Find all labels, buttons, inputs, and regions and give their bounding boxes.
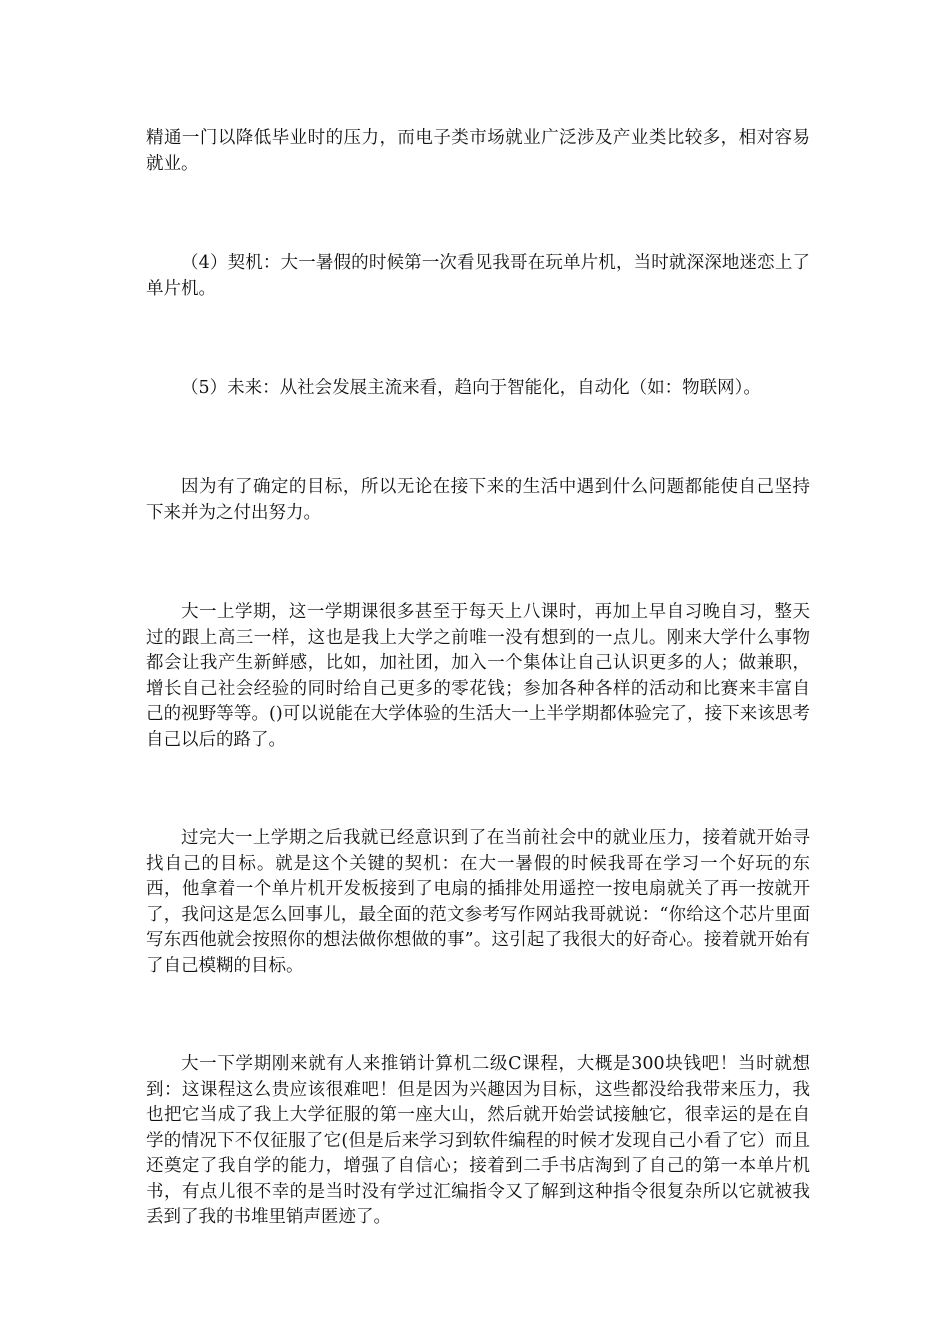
paragraph-item-4-opportunity: （4）契机：大一暑假的时候第一次看见我哥在玩单片机，当时就深深地迷恋上了单片机。 — [146, 253, 810, 299]
paragraph-item-5-future: （5）未来：从社会发展主流来看，趋向于智能化，自动化（如：物联网）。 — [181, 378, 761, 398]
paragraph-goal: 因为有了确定的目标，所以无论在接下来的生活中遇到什么问题都能使自己坚持下来并为之付出努力。 — [146, 477, 810, 523]
paragraph-second-semester: 大一下学期刚来就有人来推销计算机二级C课程，大概是300块钱吧！当时就想到：这课程这么贵应该很难吧！但是因为兴趣因为目标，这些都没给我带来压力，我也把它当成了我上大学征服的第一座大山，然后就开始尝试接触它，很幸运的是在自学的情况下不仅征服了它(但是后来学习到软件编程的时候才发现自己小看了它）而且还奠定了我自学的能力，增强了自信心；接着到二手书店淘到了自己的第一本单片机书，有点儿很不幸的是当时没有学过汇编指令又了解到这种指令很复杂所以它就被我丢到了我的书堆里销声匿迹了。 — [146, 1054, 810, 1227]
paragraph-continuation: 精通一门以降低毕业时的压力，而电子类市场就业广泛涉及产业类比较多，相对容易就业。 — [146, 128, 810, 174]
paragraph-first-semester: 大一上学期，这一学期课很多甚至于每天上八课时，再加上早自习晚自习，整天过的跟上高三一样，这也是我上大学之前唯一没有想到的一点儿。刚来大学什么事物都会让我产生新鲜感，比如，加社团，加入一个集体让自己认识更多的人；做兼职，增长自己社会经验的同时给自己更多的零花钱；参加各种各样的活动和比赛来丰富自己的视野等等。()可以说能在大学体验的生活大一上半学期都体验完了，接下来该思考自己以后的路了。 — [146, 602, 810, 750]
paragraph-after-first-semester: 过完大一上学期之后我就已经意识到了在当前社会中的就业压力，接着就开始寻找自己的目标。就是这个关键的契机：在大一暑假的时候我哥在学习一个好玩的东西，他拿着一个单片机开发板接到了电扇的插排处用遥控一按电扇就关了再一按就开了，我问这是怎么回事儿，最全面的范文参考写作网站我哥就说：“你给这个芯片里面写东西他就会按照你的想法做你想做的事”。这引起了我很大的好奇心。接着就开始有了自己模糊的目标。 — [146, 828, 810, 976]
